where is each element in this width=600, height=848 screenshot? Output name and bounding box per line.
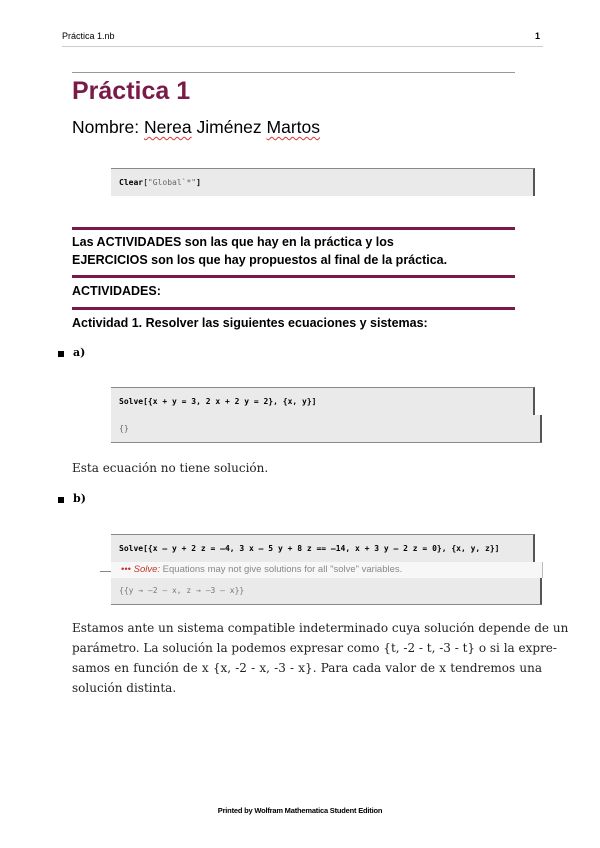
part-a-input-cell[interactable] <box>111 387 535 415</box>
part-a-output: {} <box>119 424 129 433</box>
part-b-label: b) <box>73 492 86 505</box>
activity-1-heading: Actividad 1. Resolver las siguientes ecuaciones y sistemas: <box>72 316 428 330</box>
page-title: Práctica 1 <box>72 77 191 105</box>
intro-line-1: Las ACTIVIDADES son las que hay en la práctica y los <box>72 235 394 249</box>
clear-code <box>119 178 201 187</box>
message-head: Solve: <box>133 564 161 575</box>
subtitle-first-name: Nerea <box>143 117 192 137</box>
message-text: Equations may not give solutions for all "solve" variables. <box>160 564 403 575</box>
subtitle-middle-name: Jiménez <box>191 117 267 137</box>
part-a-explanation: Esta ecuación no tiene solución. <box>72 461 269 475</box>
clear-open-bracket: [ <box>143 178 148 187</box>
part-b-text-line-1: Estamos ante un sistema compatible indeterminado cuya solución depende de un <box>72 621 569 635</box>
message-dots-icon: ••• <box>121 564 131 575</box>
part-a-bullet-icon <box>58 351 64 357</box>
part-b-input-cell[interactable] <box>111 534 535 562</box>
subtitle-prefix: Nombre: <box>72 117 144 137</box>
intro-rule-top <box>72 227 515 230</box>
page-header-filename: Práctica 1.nb <box>62 31 115 41</box>
part-b-output-cell[interactable] <box>111 578 542 605</box>
part-b-text-line-4: solución distinta. <box>72 681 177 695</box>
intro-line-2: EJERCICIOS son los que hay propuestos al final de la práctica. <box>72 253 448 267</box>
activities-heading: ACTIVIDADES: <box>72 284 161 298</box>
part-b-message-bar <box>111 562 543 578</box>
header-divider <box>62 46 543 47</box>
page-subtitle <box>72 117 320 138</box>
clear-input-cell[interactable] <box>111 168 535 196</box>
part-b-input-code: Solve[{x – y + 2 z = –4, 3 x – 5 y + 8 z == –14, x + 3 y – 2 z = 0}, {x, y, z}] <box>119 544 500 553</box>
activities-rule <box>72 307 515 310</box>
part-b-message <box>121 564 402 575</box>
part-a-output-cell[interactable] <box>111 415 542 443</box>
page-footer: Printed by Wolfram Mathematica Student Edition <box>217 806 383 815</box>
part-a-input-code: Solve[{x + y = 3, 2 x + 2 y = 2}, {x, y}] <box>119 397 317 406</box>
subtitle-last-name: Martos <box>266 117 321 137</box>
part-b-text-line-3: samos en función de x {x, -2 - x, -3 - x}. Para cada valor de x tendremos una <box>72 661 542 675</box>
part-a-label: a) <box>73 346 86 359</box>
clear-close-bracket: ] <box>196 178 201 187</box>
intro-rule-bottom <box>72 275 515 278</box>
clear-function: Clear <box>119 178 144 187</box>
page-number: 1 <box>535 31 541 41</box>
part-b-text-line-2: parámetro. La solución la podemos expresar como {t, -2 - t, -3 - t} o si la expre- <box>72 641 557 655</box>
part-b-bullet-icon <box>58 497 64 503</box>
part-b-explanation <box>72 618 569 698</box>
title-divider <box>72 72 515 73</box>
part-b-output: {{y → –2 – x, z → –3 – x}} <box>119 586 245 595</box>
clear-argument: "Global`*" <box>147 178 197 187</box>
